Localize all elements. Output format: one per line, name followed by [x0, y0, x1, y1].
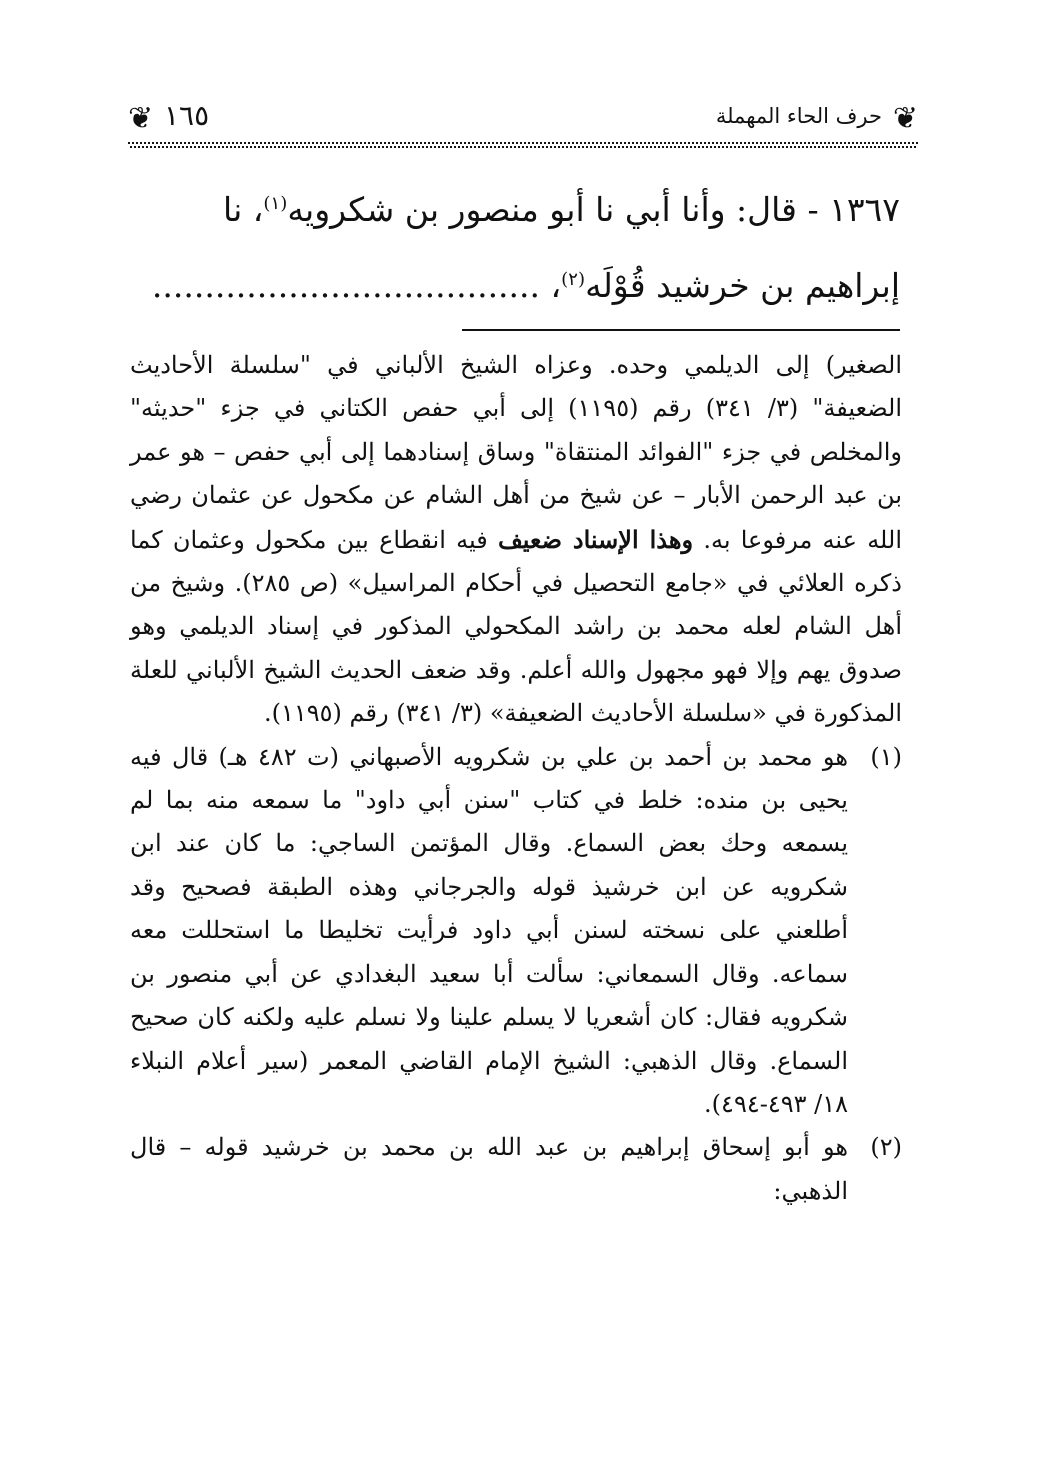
footnote-number: (١) — [870, 742, 902, 771]
page-number: ١٦٥ — [164, 99, 210, 132]
main-text — [130, 172, 900, 324]
footnotes — [130, 344, 902, 1213]
footnote-1 — [130, 736, 902, 1127]
footnote-continuation: الصغير) إلى الديلمي وحده. وعزاه الشيخ الألباني في "سلسلة الأحاديث الضعيفة" (٣/ ٣٤١) رقم (١١٩٥) إلى أبي حفص الكتاني في جزء "حديثه" والمخلص في جزء "الفوائد المنتقاة" وساق إسنادهما إلى أبي حفص – هو عمر بن عبد الرحمن الأبار – عن شيخ من أهل الشام عن مكحول عن عثمان رضي الله عنه مرفوعا به. وهذا الإسناد ضعيف فيه انقطاع بين مكحول وعثمان كما ذكره العلائي في «جامع التحصيل في أحكام المراسيل» (ص ٢٨٥). وشيخ من أهل الشام لعله محمد بن راشد المكحولي المذكور في إسناد الديلمي وهو صدوق يهم وإلا فهو مجهول والله أعلم. وقد ضعف الحديث الشيخ الألباني للعلة المذكورة في «سلسلة الأحاديث الضعيفة» (٣/ ٣٤١) رقم (١١٩٥). — [130, 351, 903, 728]
running-header — [128, 96, 918, 156]
main-line-1: ١٣٦٧ - قال: وأنا أبي نا أبو منصور بن شكرويه$^{(١)}$، نا — [223, 190, 900, 229]
footnote-text: هو محمد بن أحمد بن علي بن شكرويه الأصبهاني (ت ٤٨٢ هـ) قال فيه يحيى بن منده: خلط في كتاب "سنن أبي داود" ما سمعه منه بما لم يسمعه وحك بعض السماع. وقال المؤتمن الساجي: ما كان عند ابن شكرويه عن ابن خرشيذ قوله والجرجاني وهذه الطبقة فصحيح وقد أطلعني على نسخته لسنن أبي داود فرأيت تخليطا ما استحللت معه سماعه. وقال السمعاني: سألت أبا سعيد البغدادي عن أبي منصور بن شكرويه فقال: كان أشعريا لا يسلم علينا ولا نسلم عليه ولكنه كان صحيح السماع. وقال الذهبي: الشيخ الإمام القاضي المعمر (سير أعلام النبلاء ١٨/ ٤٩٣-٤٩٤). — [130, 742, 848, 1118]
chapter-title: حرف الحاء المهملة — [715, 104, 882, 128]
footnote-separator — [462, 329, 900, 331]
footnote-text: هو أبو إسحاق إبراهيم بن عبد الله بن محمد بن خرشيد قوله – قال الذهبي: — [130, 1133, 848, 1205]
footnote-number: (٢) — [870, 1133, 902, 1162]
footnote-2 — [130, 1126, 902, 1213]
footnote-ref-2[interactable]: (٢) — [561, 269, 586, 290]
header-rule — [128, 142, 918, 148]
main-line-2: إبراهيم بن خرشيد قُوْلَه$^{(٢)}$، ..................................... — [151, 266, 900, 305]
left-ornament-icon: ❦ — [128, 101, 154, 136]
right-ornament-icon: ❦ — [892, 101, 918, 136]
footnote-ref-1[interactable]: (١) — [263, 193, 288, 214]
